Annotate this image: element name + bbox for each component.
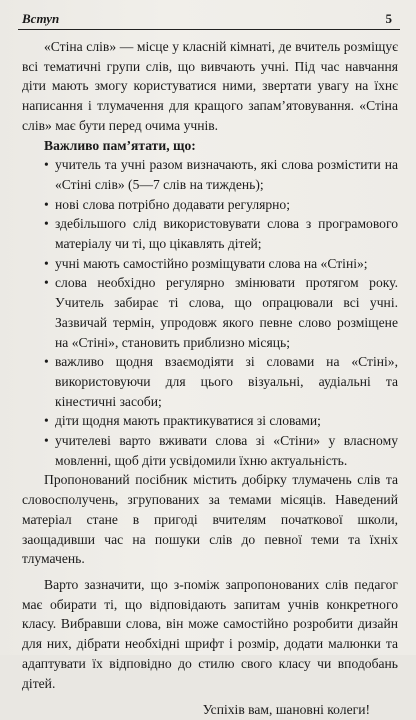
list-item: • нові слова потрібно додавати регулярно; [44,195,398,215]
list-item: • здебільшого слід використовувати слова з програмового матеріалу чи ті, що цікавлять дітей; [44,214,398,253]
choice-paragraph: Варто зазначити, що з-поміж запропонованих слів педагог має обирати ті, що відповідають запитам учнів конкретного класу. Вибравши слова, він може самостійно розробити дизайн для них, дібрати необхідні шрифт і розмір, додати малюнки та адаптувати їх відповідно до стилю свого класу чи вподобань дітей. [22,576,398,691]
list-item: • учні мають самостійно розміщувати слова на «Стіні»; [44,254,398,274]
list-item: • слова необхідно регулярно змінювати протягом року. Учитель забирає ті слова, що опрацювали всі учні. Зазвичай термін, упродовж якого певне слово розміщене на «Стіні», становить приблизно місяць; [44,273,398,352]
manual-paragraph: Пропонований посібник містить добірку тлумачень слів та словосполучень, згрупованих за темами місяців. Наведений матеріал стане в пригоді вчителям початкової школи, заощадивши час на пошуки слів до певної теми та їхніх тлумачень. [22,472,398,567]
list-item: • діти щодня мають практикуватися зі словами; [44,411,398,431]
list-item: • учитель та учні разом визначають, які слова розмістити на «Стіні слів» (5—7 слів на тиждень); [44,155,398,194]
list-item: • учителеві варто вживати слова зі «Стіни» у власному мовленні, щоб діти усвідомили їхню актуальність. [44,431,398,470]
page-body [18,37,400,720]
page-number: 5 [385,11,392,26]
running-title: Вступ [22,11,60,26]
list-item: • важливо щодня взаємодіяти зі словами на «Стіні», використовуючи для цього візуальні, аудіальні та кінестичні засоби; [44,352,398,411]
remember-heading: Важливо пам’ятати, що: [44,137,196,153]
running-header [18,11,400,30]
intro-paragraph: «Стіна слів» — місце у класній кімнаті, де вчитель розміщує всі тематичні групи слів, що вивчають учні. Під час навчання діти мають змогу користуватися ними, звертати увагу на їхнє написання і тлумачення для кращого запам’ятовування. «Стіна слів» має бути перед очима учнів. [22,39,398,133]
closing-line: Успіхів вам, шановні колеги! [202,702,370,718]
remember-list [22,155,398,470]
